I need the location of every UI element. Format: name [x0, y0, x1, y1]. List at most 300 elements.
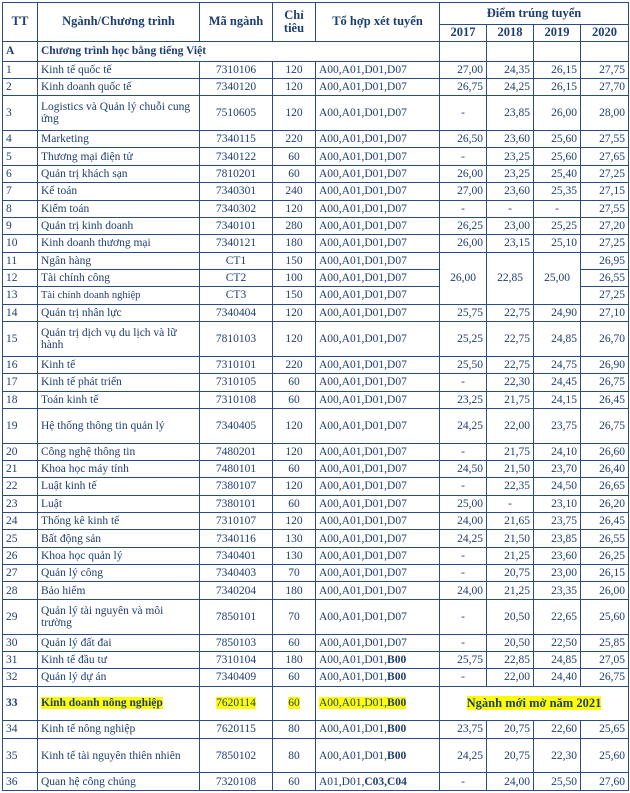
row-score-2017: - [440, 200, 487, 217]
table-row [3, 773, 629, 791]
row-combo [316, 356, 440, 373]
row-score-2020: 26,20 [581, 495, 629, 512]
header-program: Ngành/Chương trình [38, 3, 200, 42]
row-code [200, 269, 273, 286]
row-code [200, 374, 273, 391]
row-score-2018: 20,75 [487, 721, 534, 738]
combo-text: A00,A01,D01,D07 [319, 445, 407, 458]
program-name-text: Kế toán [41, 185, 78, 198]
program-name-text: Bất động sản [41, 532, 102, 545]
row-score-2017: - [440, 599, 487, 634]
table-row [3, 61, 629, 78]
row-combo [316, 651, 440, 668]
combo-text: A00,A01,D01,D07 [319, 133, 407, 146]
program-name-text: Kinh tế quốc tế [41, 63, 112, 76]
table-row [3, 547, 629, 564]
row-tt: 30 [3, 634, 38, 651]
row-score-2018: 21,50 [487, 460, 534, 477]
row-code [200, 721, 273, 738]
row-quota [273, 773, 316, 791]
row-tt: 17 [3, 374, 38, 391]
quota-text: 120 [285, 515, 303, 528]
program-code-text: 7850101 [215, 610, 257, 623]
table-row [3, 391, 629, 408]
program-name-text: Quản lý công [41, 567, 103, 580]
row-score-2019: 22,30 [534, 738, 581, 773]
row-program-name [38, 200, 200, 217]
header-year-2020: 2020 [581, 25, 629, 42]
quota-text: 120 [285, 306, 303, 319]
row-program-name [38, 599, 200, 634]
row-combo [316, 148, 440, 165]
row-score-2017: - [440, 669, 487, 686]
row-code [200, 217, 273, 234]
row-combo [316, 686, 440, 721]
row-score-2019: 23,10 [534, 495, 581, 512]
row-score-2018: 23,00 [487, 217, 534, 234]
row-combo [316, 565, 440, 582]
row-combo [316, 79, 440, 96]
quota-text: 60 [288, 697, 300, 710]
program-name-text: Kinh tế phát triển [41, 376, 122, 389]
row-code [200, 287, 273, 304]
quota-text: 120 [285, 202, 303, 215]
row-combo [316, 460, 440, 477]
row-score-2019: 25,25 [534, 217, 581, 234]
row-tt: 14 [3, 304, 38, 321]
row-tt: 34 [3, 721, 38, 738]
row-quota [273, 495, 316, 512]
row-score-2017: - [440, 374, 487, 391]
row-tt: 12 [3, 269, 38, 286]
row-score-2020: 26,40 [581, 460, 629, 477]
combo-text: A00,A01,D01,D07 [319, 237, 407, 250]
quota-text: 60 [288, 393, 300, 406]
row-score-2020: 26,75 [581, 408, 629, 443]
new-program-note [440, 686, 629, 721]
header-combos: Tổ hợp xét tuyển [316, 3, 440, 42]
combo-text: A00,A01,D01,D07 [319, 636, 407, 649]
row-combo [316, 165, 440, 182]
table-row [3, 148, 629, 165]
quota-text: 70 [288, 610, 300, 623]
row-tt: 19 [3, 408, 38, 443]
row-program-name [38, 79, 200, 96]
table-row [3, 582, 629, 599]
row-combo [316, 304, 440, 321]
row-tt: 4 [3, 131, 38, 148]
row-quota [273, 513, 316, 530]
row-quota [273, 374, 316, 391]
combo-text: A00,A01,D01,D07 [319, 393, 407, 406]
row-program-name [38, 565, 200, 582]
row-score-2020: 27,55 [581, 131, 629, 148]
row-quota [273, 148, 316, 165]
row-score-2017: 27,00 [440, 61, 487, 78]
table-row [3, 304, 629, 321]
row-combo [316, 547, 440, 564]
quota-text: 130 [285, 532, 303, 545]
table-row [3, 513, 629, 530]
program-code-text: 7810201 [215, 167, 257, 180]
row-score-2020: 27,05 [581, 651, 629, 668]
table-row [3, 217, 629, 234]
table-row [3, 235, 629, 252]
row-score-2017: - [440, 96, 487, 131]
combo-text: A00,A01,D01,D07 [319, 584, 407, 597]
row-score-2018: 20,50 [487, 634, 534, 651]
row-program-name [38, 235, 200, 252]
row-score-2020: 27,25 [581, 287, 629, 304]
row-tt: 27 [3, 565, 38, 582]
row-score-2018: 20,50 [487, 599, 534, 634]
row-program-name [38, 269, 200, 286]
table-row [3, 408, 629, 443]
row-score-2019: 25,35 [534, 183, 581, 200]
quota-text: 120 [285, 445, 303, 458]
row-code [200, 651, 273, 668]
row-combo [316, 773, 440, 791]
program-name-text: Thống kê kinh tế [41, 515, 120, 528]
table-row [3, 443, 629, 460]
row-program-name [38, 61, 200, 78]
row-code [200, 408, 273, 443]
program-code-text: 7380107 [215, 480, 257, 493]
row-score-2017: - [440, 478, 487, 495]
row-tt: 28 [3, 582, 38, 599]
row-tt: 10 [3, 235, 38, 252]
combo-text: A00,A01,D01,D07 [319, 254, 407, 267]
row-score-2019: 24,90 [534, 304, 581, 321]
quota-text: 120 [285, 81, 303, 94]
row-code [200, 79, 273, 96]
combo-text: A00,A01,D01, [319, 654, 388, 667]
row-program-name [38, 391, 200, 408]
row-score-2020: 26,55 [581, 269, 629, 286]
row-quota [273, 391, 316, 408]
section-empty [581, 42, 629, 62]
row-score-2020: 25,60 [581, 738, 629, 773]
row-program-name [38, 773, 200, 791]
row-score-2017: 25,75 [440, 651, 487, 668]
program-code-text: 7380101 [215, 497, 257, 510]
row-code [200, 495, 273, 512]
quota-text: 150 [285, 289, 303, 302]
row-code [200, 443, 273, 460]
quota-text: 80 [288, 723, 300, 736]
row-tt: 32 [3, 669, 38, 686]
program-name-text: Marketing [41, 133, 89, 146]
program-name-text: Kinh doanh nông nghiệp [41, 697, 163, 710]
combo-text: A00,A01,D01,D07 [319, 150, 407, 163]
row-tt: 25 [3, 530, 38, 547]
row-code [200, 530, 273, 547]
combo-text: A00,A01,D01,D07 [319, 220, 407, 233]
row-program-name [38, 356, 200, 373]
combo-text: A01,D01, [319, 775, 365, 788]
row-program-name [38, 96, 200, 131]
row-quota [273, 651, 316, 668]
program-code-text: CT1 [225, 254, 247, 267]
quota-text: 60 [288, 150, 300, 163]
row-code [200, 599, 273, 634]
program-code-text: 7310101 [215, 358, 257, 371]
quota-text: 240 [285, 185, 303, 198]
quota-text: 180 [285, 237, 303, 250]
row-score-2019: 23,75 [534, 513, 581, 530]
row-score-2018: 22,00 [487, 669, 534, 686]
row-quota [273, 79, 316, 96]
combo-text: A00,A01,D01, [319, 749, 388, 762]
table-row [3, 651, 629, 668]
row-code [200, 61, 273, 78]
row-program-name [38, 165, 200, 182]
quota-text: 60 [288, 497, 300, 510]
section-empty [440, 42, 487, 62]
row-score-2018: 20,75 [487, 738, 534, 773]
row-score-2019: 24,85 [534, 322, 581, 357]
program-code-text: 7340409 [215, 671, 257, 684]
row-score-2019: 23,75 [534, 408, 581, 443]
quota-text: 60 [288, 671, 300, 684]
row-score-2019: 22,60 [534, 721, 581, 738]
row-code [200, 356, 273, 373]
header-scores: Điểm trúng tuyển [440, 3, 629, 25]
program-code-text: 7340122 [215, 150, 257, 163]
row-score-2020: 26,75 [581, 669, 629, 686]
row-score-2020: 27,15 [581, 183, 629, 200]
row-score-2018: 20,75 [487, 565, 534, 582]
program-code-text: 7310104 [215, 654, 257, 667]
program-name-text: Luật kinh tế [41, 480, 97, 493]
row-combo [316, 495, 440, 512]
row-score-2017: 26,25 [440, 217, 487, 234]
row-combo [316, 634, 440, 651]
new-program-note-text: Ngành mới mở năm 2021 [466, 695, 602, 710]
row-program-name [38, 148, 200, 165]
row-program-name [38, 582, 200, 599]
row-score-2017: - [440, 148, 487, 165]
row-score-2017: 24,00 [440, 582, 487, 599]
row-quota [273, 686, 316, 721]
combo-text: A00,A01,D01,D07 [319, 81, 407, 94]
quota-text: 120 [285, 107, 303, 120]
program-code-text: 7620114 [216, 697, 256, 710]
program-name-text: Ngân hàng [41, 254, 92, 267]
quota-text: 120 [285, 480, 303, 493]
table-row [3, 460, 629, 477]
row-code [200, 131, 273, 148]
row-score-2017: 26,00 [440, 235, 487, 252]
row-score-2018: 22,75 [487, 322, 534, 357]
row-combo [316, 513, 440, 530]
row-score-2019: 25,10 [534, 235, 581, 252]
program-code-text: 7510605 [215, 107, 257, 120]
row-score-2020: 28,00 [581, 96, 629, 131]
row-quota [273, 304, 316, 321]
combo-text: A00,A01,D01,D07 [319, 567, 407, 580]
row-program-name [38, 322, 200, 357]
program-name-text: Kinh tế nông nghiệp [41, 723, 136, 736]
row-score-2018: 23,15 [487, 235, 534, 252]
program-code-text: 7340401 [215, 549, 257, 562]
row-program-name [38, 686, 200, 721]
table-row [3, 478, 629, 495]
row-score-2019: 22,50 [534, 634, 581, 651]
row-code [200, 183, 273, 200]
program-code-text: 7340404 [215, 306, 257, 319]
row-score-2020: 27,60 [581, 773, 629, 791]
program-code-text: 7310108 [215, 393, 257, 406]
table-row [3, 374, 629, 391]
row-program-name [38, 721, 200, 738]
quota-text: 120 [285, 63, 303, 76]
program-code-text: 7480201 [215, 445, 257, 458]
combo-text: A00,A01,D01,D07 [319, 202, 407, 215]
row-score-2020: 27,25 [581, 235, 629, 252]
row-quota [273, 322, 316, 357]
combo-text: A00,A01,D01,D07 [319, 306, 407, 319]
program-name-text: Thương mại điện tử [41, 150, 133, 163]
program-code-text: 7620115 [216, 723, 256, 736]
row-tt: 7 [3, 183, 38, 200]
row-score-2019: 23,60 [534, 547, 581, 564]
row-tt: 2 [3, 79, 38, 96]
header-year-2019: 2019 [534, 25, 581, 42]
program-code-text: 7480101 [215, 463, 257, 476]
row-combo [316, 200, 440, 217]
row-combo [316, 478, 440, 495]
program-code-text: 7310105 [215, 376, 257, 389]
row-code [200, 634, 273, 651]
combo-text: A00,A01,D01, [319, 671, 388, 684]
row-combo [316, 669, 440, 686]
row-score-2019: 25,60 [534, 148, 581, 165]
row-quota [273, 460, 316, 477]
table-row [3, 165, 629, 182]
row-quota [273, 738, 316, 773]
row-tt: 26 [3, 547, 38, 564]
row-score-2017: - [440, 565, 487, 582]
program-name-text: Khoa học máy tính [41, 463, 129, 476]
row-score-2020: 27,20 [581, 217, 629, 234]
row-program-name [38, 217, 200, 234]
row-quota [273, 287, 316, 304]
row-code [200, 96, 273, 131]
merged-score-y2019: 25,00 [534, 252, 581, 304]
row-tt: 6 [3, 165, 38, 182]
program-code-text: 7320108 [215, 775, 257, 788]
merged-score-y2017: 26,00 [440, 252, 487, 304]
row-score-2019: 24,45 [534, 374, 581, 391]
row-quota [273, 61, 316, 78]
quota-text: 60 [288, 167, 300, 180]
admission-score-table [2, 2, 629, 791]
row-quota [273, 252, 316, 269]
row-score-2018: 21,75 [487, 443, 534, 460]
row-score-2017: - [440, 547, 487, 564]
table-row [3, 721, 629, 738]
combo-text: A00,A01,D01,D07 [319, 463, 407, 476]
table-row [3, 634, 629, 651]
row-program-name [38, 443, 200, 460]
combo-text: A00,A01,D01,D07 [319, 358, 407, 371]
row-score-2019: 22,65 [534, 599, 581, 634]
table-row [3, 79, 629, 96]
section-empty [487, 42, 534, 62]
row-tt: 20 [3, 443, 38, 460]
row-score-2018: 22,35 [487, 478, 534, 495]
table-row [3, 599, 629, 634]
table-row [3, 322, 629, 357]
row-quota [273, 356, 316, 373]
row-score-2018: 24,35 [487, 61, 534, 78]
combo-text: A00,A01,D01,D07 [319, 497, 407, 510]
table-row [3, 131, 629, 148]
row-code [200, 582, 273, 599]
row-quota [273, 530, 316, 547]
row-score-2019: 25,50 [534, 773, 581, 791]
row-program-name [38, 651, 200, 668]
program-code-text: 7310107 [215, 515, 257, 528]
combo-bold-text: B00 [387, 697, 407, 710]
row-program-name [38, 634, 200, 651]
row-quota [273, 96, 316, 131]
combo-bold-text: B00 [387, 749, 407, 762]
row-program-name [38, 495, 200, 512]
program-name-text: Quản lý dự án [41, 671, 107, 684]
table-row [3, 200, 629, 217]
table-row [3, 183, 629, 200]
row-score-2019: 24,10 [534, 443, 581, 460]
table-row [3, 356, 629, 373]
row-score-2020: 27,25 [581, 165, 629, 182]
row-score-2018: 23,85 [487, 96, 534, 131]
row-score-2020: 25,85 [581, 634, 629, 651]
row-tt: 15 [3, 322, 38, 357]
program-code-text: 7810103 [215, 332, 257, 345]
row-score-2019: 26,15 [534, 79, 581, 96]
row-score-2019: 23,00 [534, 565, 581, 582]
row-score-2018: - [487, 495, 534, 512]
row-tt: 35 [3, 738, 38, 773]
quota-text: 100 [285, 272, 303, 285]
row-score-2018: - [487, 200, 534, 217]
combo-text: A00,A01,D01,D07 [319, 610, 407, 623]
program-name-text: Hệ thống thông tin quản lý [41, 419, 165, 432]
table-row [3, 565, 629, 582]
program-code-text: 7340116 [216, 532, 256, 545]
row-program-name [38, 530, 200, 547]
row-score-2020: 26,55 [581, 530, 629, 547]
row-quota [273, 183, 316, 200]
program-name-text: Quản lý đất đai [41, 636, 112, 649]
row-combo [316, 183, 440, 200]
row-quota [273, 269, 316, 286]
row-score-2018: 23,60 [487, 183, 534, 200]
quota-text: 120 [285, 332, 303, 345]
row-quota [273, 599, 316, 634]
table-row [3, 495, 629, 512]
row-score-2019: 24,40 [534, 669, 581, 686]
row-combo [316, 322, 440, 357]
row-score-2018: 21,75 [487, 391, 534, 408]
program-code-text: 7850102 [215, 749, 257, 762]
row-combo [316, 252, 440, 269]
combo-text: A00,A01,D01,D07 [319, 63, 407, 76]
row-code [200, 148, 273, 165]
program-name-text: Tài chính công [41, 272, 110, 285]
